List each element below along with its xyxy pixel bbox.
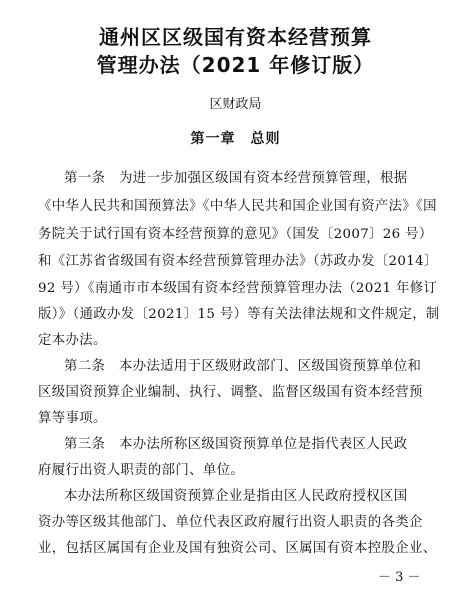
article-1-line-5: 92 号）《南通市市本级国有资本经营预算管理办法（2021 年修订	[38, 281, 438, 296]
article-1-line-6: 版）》（通政办发〔2021〕15 号）等有关法律法规和文件规定，制	[38, 307, 440, 322]
paragraph-line-3: 业，包括区属国有企业及国有独资公司、区属国有资本控股企业、	[38, 541, 437, 556]
article-2-line-3: 算等事项。	[38, 411, 107, 426]
article-1-line-3: 务院关于试行国有资本经营预算的意见》（国发〔2007〕26 号）	[38, 227, 433, 242]
article-1-line-7: 定本办法。	[38, 333, 107, 348]
paragraph-line-2: 资办等区级其他部门、单位代表区政府履行出资人职责的各类企	[38, 515, 423, 530]
page-number: － 3 －	[378, 570, 421, 585]
chapter-heading: 第一章 总则	[190, 131, 281, 147]
document-title-line-1: 通州区区级国有资本经营预算	[99, 25, 372, 49]
article-3-line-2: 府履行出资人职责的部门、单位。	[38, 463, 245, 478]
document-title-line-2: 管理办法（2021 年修订版）	[96, 53, 375, 77]
article-2-line-1: 第二条 本办法适用于区级财政部门、区级国资预算单位和	[64, 359, 422, 374]
article-1-line-1: 第一条 为进一步加强区级国有资本经营预算管理，根据	[64, 171, 408, 186]
article-3-line-1: 第三条 本办法所称区级国资预算单位是指代表区人民政	[64, 437, 408, 452]
article-2-line-2: 区级国资预算企业编制、执行、调整、监督区级国有资本经营预	[38, 385, 423, 400]
paragraph-line-1: 本办法所称区级国资预算企业是指由区人民政府授权区国	[64, 489, 408, 504]
issuing-department: 区财政局	[209, 97, 262, 112]
article-1-line-2: 《中华人民共和国预算法》《中华人民共和国企业国有资产法》《国	[38, 199, 437, 214]
article-1-line-4: 和《江苏省省级国有资本经营预算管理办法》（苏政办发〔2014〕	[38, 254, 438, 269]
